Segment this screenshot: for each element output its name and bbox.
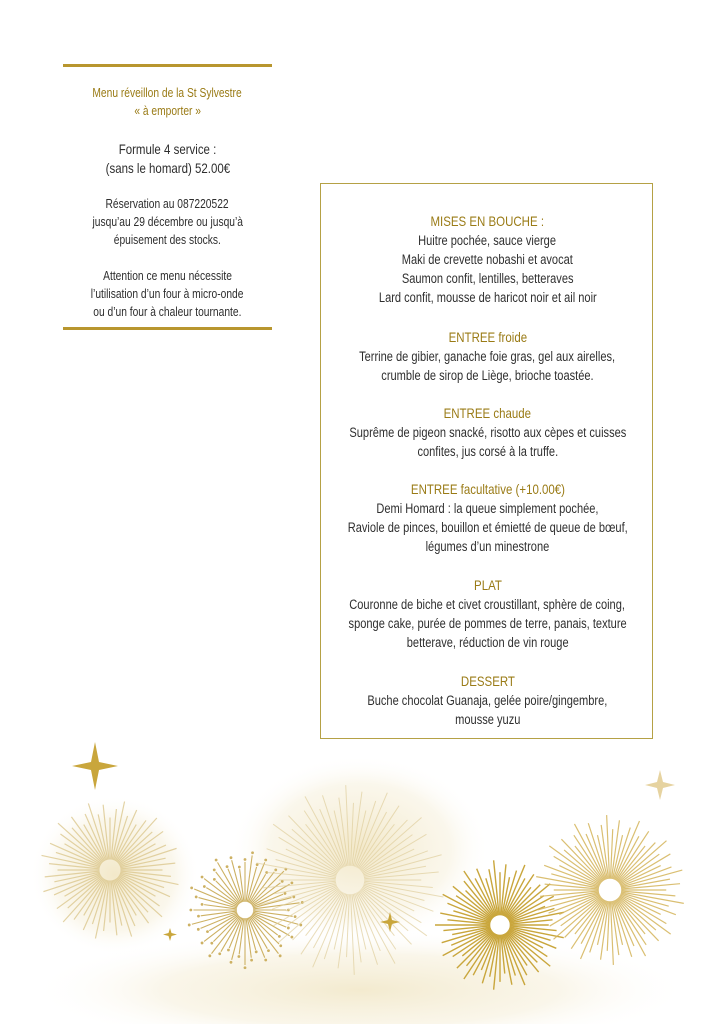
section-heading: DESSERT [460, 673, 515, 689]
info-title-line-1: Menu réveillon de la St Sylvestre [92, 86, 243, 100]
menu-line: crumble de sirop de Liège, brioche toastée. [381, 368, 594, 383]
menu-section-entree-chaude [301, 404, 674, 461]
menu-line: légumes d’un minestrone [425, 539, 550, 554]
info-reservation-line-1: Réservation au 087220522 [105, 197, 230, 211]
menu-section-mises-en-bouche [301, 212, 674, 307]
menu-line: Saumon confit, lentilles, betteraves [401, 271, 574, 286]
info-notice-line-1: Attention ce menu nécessite [103, 269, 232, 283]
star-sparkle-right [645, 770, 675, 800]
info-title-line-2: « à emporter » [134, 104, 201, 118]
info-formula-line-1: Formule 4 service : [118, 141, 217, 157]
info-formula-line-2: (sans le homard) 52.00€ [105, 160, 230, 176]
menu-line: Raviole de pinces, bouillon et émietté de queue de bœuf, [347, 520, 628, 535]
section-heading: ENTREE chaude [443, 405, 532, 421]
menu-section-dessert [301, 672, 674, 729]
menu-line: Buche chocolat Guanaja, gelée poire/gingembre, [367, 693, 608, 708]
info-reservation-line-2: jusqu’au 29 décembre ou jusqu’à [92, 215, 243, 229]
menu-line: sponge cake, purée de pommes de terre, panais, texture [348, 616, 627, 631]
info-notice-line-3: ou d’un four à chaleur tournante. [93, 305, 242, 319]
star-sparkle-left [72, 742, 118, 790]
section-heading: PLAT [473, 577, 502, 593]
info-top-rule [63, 64, 272, 67]
menu-line: Terrine de gibier, ganache foie gras, gel aux airelles, [359, 349, 616, 364]
menu-line: Couronne de biche et civet croustillant, sphère de coing, [349, 597, 626, 612]
menu-line: Suprême de pigeon snacké, risotto aux cèpes et cuisses [349, 425, 626, 440]
menu-box [320, 183, 653, 739]
info-formula [43, 140, 292, 178]
info-title [43, 84, 292, 120]
menu-section-entree-facultative [301, 480, 674, 556]
info-box [63, 64, 272, 330]
section-heading: ENTREE froide [448, 329, 527, 345]
info-notice-line-2: l’utilisation d’un four à micro-onde [91, 287, 244, 301]
menu-line: betterave, réduction de vin rouge [406, 635, 569, 650]
menu-line: Huitre pochée, sauce vierge [418, 233, 557, 248]
menu-section-plat [301, 576, 674, 652]
menu-line: Demi Homard : la queue simplement pochée, [376, 501, 599, 516]
info-reservation-line-3: épuisement des stocks. [113, 233, 222, 247]
menu-line: mousse yuzu [454, 712, 521, 727]
info-bottom-rule [63, 327, 272, 330]
info-reservation [43, 195, 292, 249]
menu-section-entree-froide [301, 328, 674, 385]
menu-line: confites, jus corsé à la truffe. [417, 444, 558, 459]
menu-line: Lard confit, mousse de haricot noir et ail noir [378, 290, 597, 305]
section-heading: ENTREE facultative (+10.00€) [410, 481, 565, 497]
menu-line: Maki de crevette nobashi et avocat [401, 252, 574, 267]
fireworks-decoration [0, 740, 724, 1024]
info-notice [43, 267, 292, 321]
section-heading: MISES EN BOUCHE : [430, 213, 545, 229]
